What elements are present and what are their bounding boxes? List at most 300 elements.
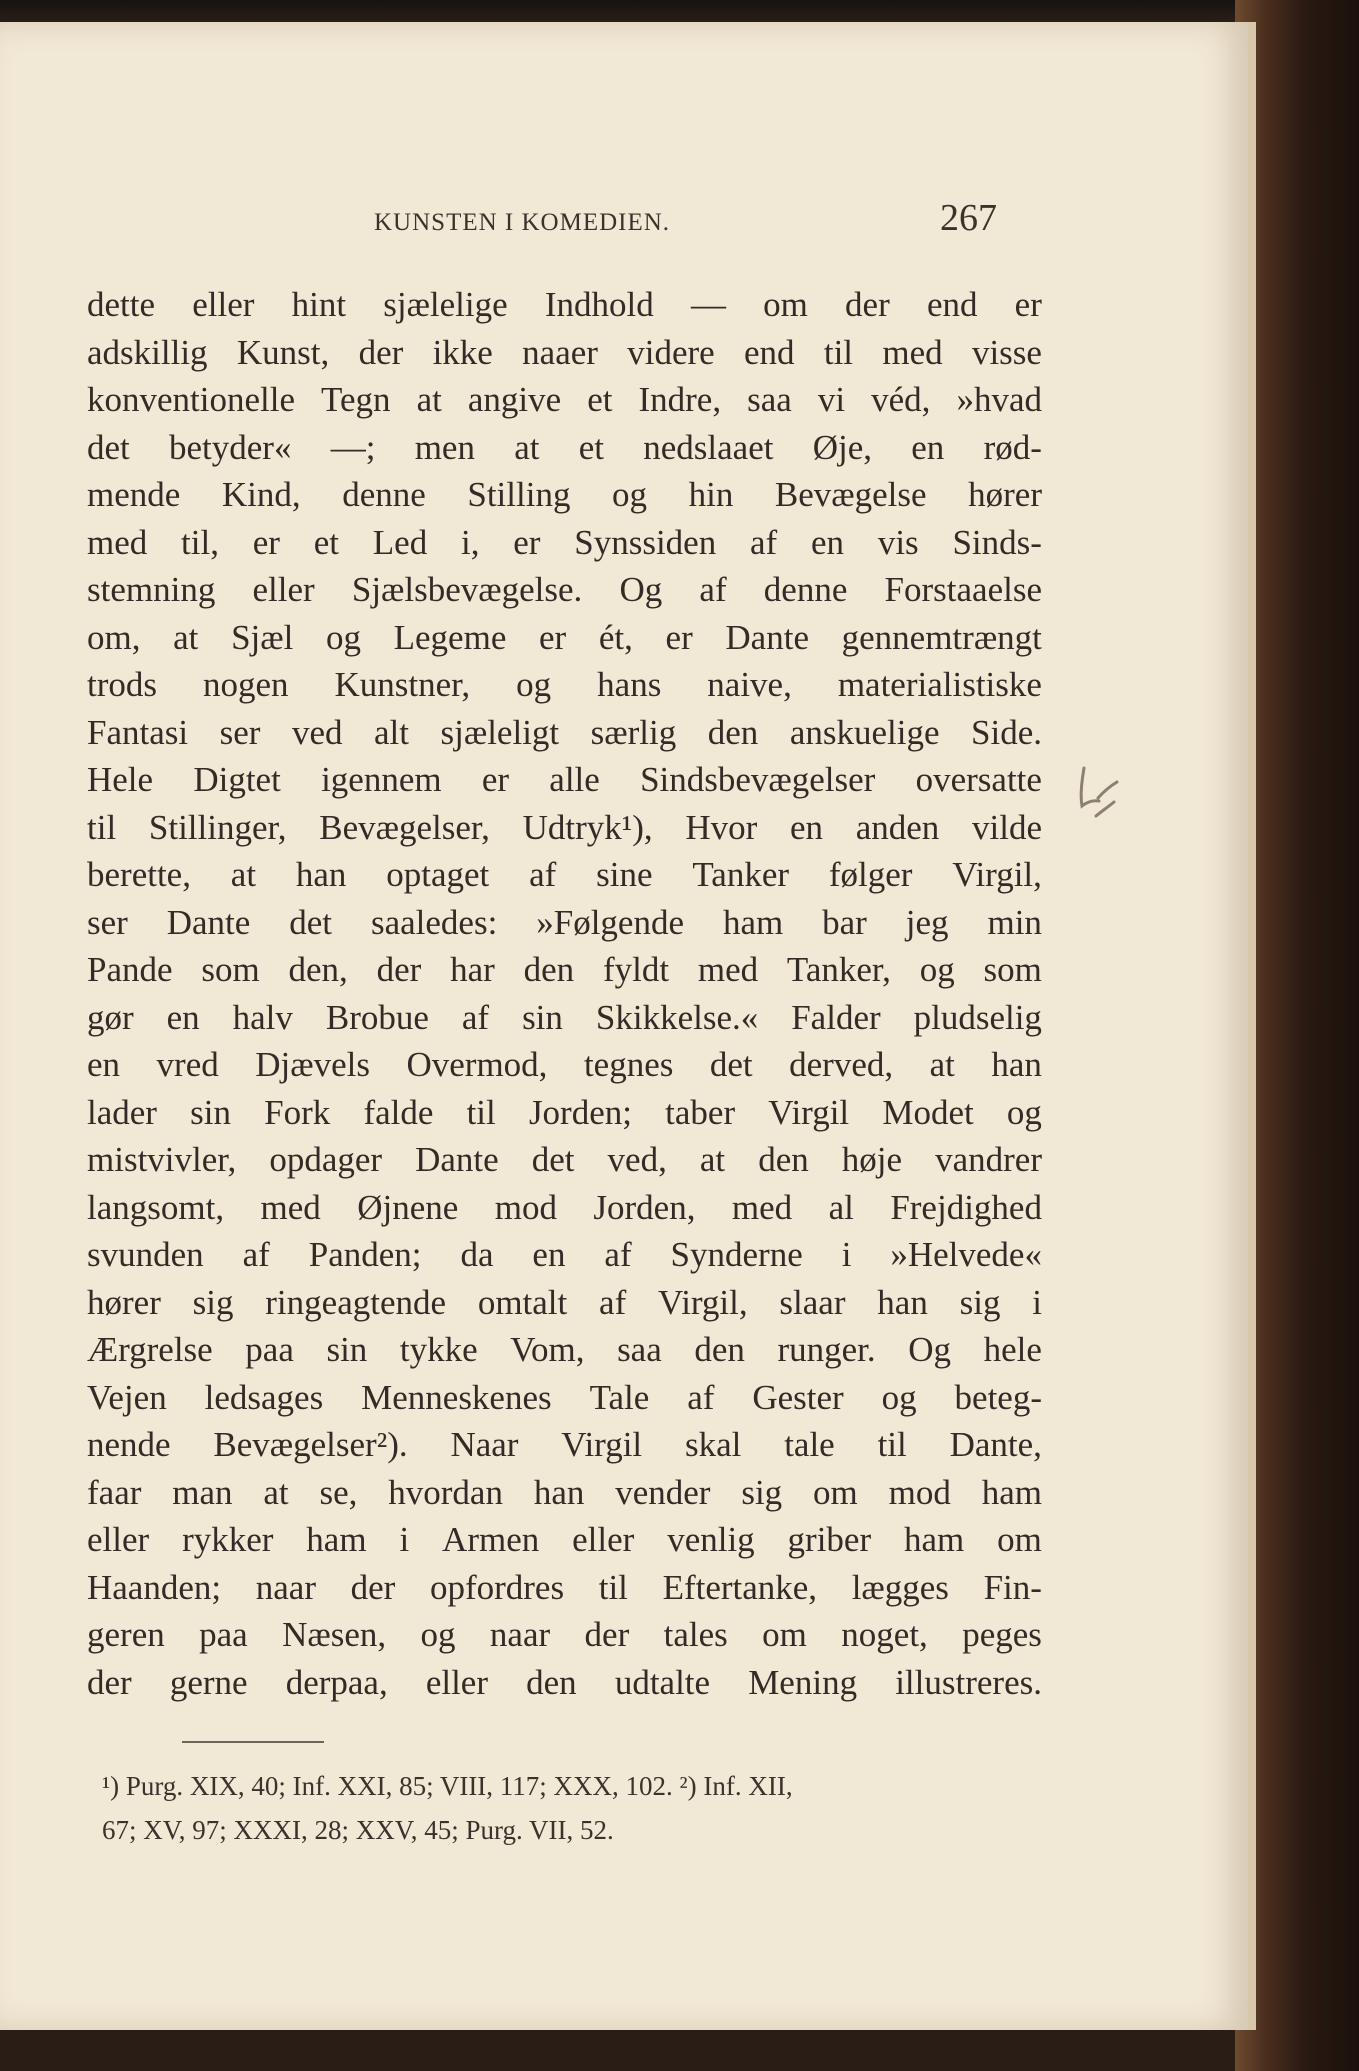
running-head: KUNSTEN I KOMEDIEN. [374, 209, 671, 236]
word: den [707, 712, 759, 752]
word: Forstaaelse [884, 570, 1042, 609]
word: materialistiske [837, 665, 1042, 704]
word: denne [763, 570, 848, 609]
word: konventionelle [87, 380, 296, 419]
word: Og [619, 570, 663, 609]
word: og [1006, 1092, 1042, 1132]
word: Sinds- [952, 522, 1042, 562]
text-line [87, 1231, 1042, 1279]
word: med [260, 1187, 321, 1227]
word: vender [615, 1472, 711, 1512]
text-line [87, 329, 1042, 377]
page-number: 267 [940, 197, 997, 239]
word: Bevægelser, [319, 807, 490, 847]
word: hører [87, 1282, 161, 1322]
word: der [358, 332, 404, 372]
word: sig [741, 1472, 783, 1512]
word: hint [291, 285, 347, 324]
word: Skikkelse.« [595, 997, 759, 1037]
word: paa [199, 1615, 248, 1654]
word: og [919, 950, 955, 989]
word: derpaa, [285, 1662, 388, 1702]
word: Virgil [561, 1425, 643, 1464]
text-line [87, 376, 1042, 424]
word: sine [596, 855, 653, 894]
word: mistvivler, [87, 1140, 237, 1179]
word: det [87, 427, 130, 467]
word: lader [87, 1092, 157, 1132]
word: svunden [87, 1235, 204, 1274]
text-line [87, 1041, 1042, 1089]
word: hvordan [388, 1472, 503, 1512]
word: med [882, 332, 943, 372]
word: en [789, 807, 824, 847]
word: rykker [182, 1520, 274, 1559]
word: saa [747, 380, 792, 419]
text-line [87, 519, 1042, 567]
word: sjæleligt [440, 712, 560, 752]
word: Tanker [692, 855, 790, 894]
word: Hvor [685, 807, 758, 847]
text-line [87, 1564, 1042, 1612]
word: Fork [264, 1092, 331, 1132]
word: ham [722, 902, 784, 942]
body-text [87, 281, 1042, 1706]
word: nende [87, 1425, 171, 1464]
word: Dante, [949, 1425, 1042, 1464]
word: tale [784, 1425, 835, 1464]
word: Vom, [510, 1330, 585, 1369]
word: Stillinger, [148, 807, 287, 847]
word: berette, [87, 855, 191, 894]
word: lægges [851, 1567, 949, 1607]
word: det [709, 1045, 753, 1084]
word: en [810, 522, 845, 562]
word: Digtet [193, 760, 281, 799]
word: en [166, 997, 200, 1037]
word: mod [494, 1187, 557, 1227]
word: Virgil, [658, 1282, 748, 1322]
word: sig [959, 1282, 1001, 1322]
word: geren [87, 1615, 165, 1654]
word: af [599, 1282, 627, 1322]
word: udtalte [614, 1662, 711, 1702]
word: Fin- [983, 1567, 1042, 1607]
word: Armen [442, 1520, 540, 1559]
word: nogen [202, 665, 289, 704]
word: videre [627, 332, 715, 372]
word: noget, [841, 1615, 928, 1654]
word: tegnes [583, 1045, 674, 1084]
word: ved, [607, 1140, 667, 1179]
word: opfordres [429, 1567, 565, 1607]
word: naive, [707, 665, 792, 704]
word: mende [87, 475, 181, 514]
word: eller [87, 1520, 150, 1559]
word: der [845, 285, 890, 324]
word: Vejen [87, 1377, 167, 1417]
word: naaer [522, 332, 598, 372]
word: at [699, 1140, 726, 1179]
word: af [750, 522, 778, 562]
pencil-mark-icon [1072, 758, 1130, 828]
word: Djævels [255, 1045, 370, 1084]
word: Jorden; [528, 1092, 632, 1132]
word: til [598, 1567, 628, 1607]
word: og [420, 1615, 456, 1654]
text-line [87, 1184, 1042, 1232]
word: griber [787, 1520, 872, 1559]
word: eller [192, 285, 255, 324]
word: man [172, 1472, 233, 1512]
word: at [263, 1472, 289, 1512]
word: Fantasi [87, 712, 189, 752]
word: paa [245, 1330, 294, 1369]
word: af [529, 855, 557, 894]
word: et [578, 427, 604, 467]
word: taber [665, 1092, 736, 1132]
word: er [539, 617, 567, 657]
word: hører [968, 475, 1042, 514]
word: bar [822, 902, 867, 942]
text-line [87, 804, 1042, 852]
word: min [987, 902, 1042, 942]
word: Kind, [221, 475, 301, 514]
word: Sjælsbevægelse. [351, 570, 583, 609]
word: til, [181, 522, 219, 562]
word: Dante [166, 902, 251, 942]
word: at [514, 427, 540, 467]
word: til [823, 332, 854, 372]
word: derved, [789, 1045, 894, 1084]
text-line [87, 661, 1042, 709]
word: Side. [971, 712, 1042, 752]
word: beteg- [954, 1377, 1042, 1417]
word: eller [425, 1662, 489, 1702]
word: venlig [667, 1520, 755, 1559]
word: mod [888, 1472, 951, 1512]
text-line [87, 1516, 1042, 1564]
word: oversatte [915, 760, 1042, 799]
text-line [87, 946, 1042, 994]
word: —; [330, 427, 376, 467]
footnote-line: ¹) Purg. XIX, 40; Inf. XXI, 85; VIII, 117; XXX, 102. ²) Inf. XII, [102, 1771, 793, 1801]
word: saaledes: [370, 902, 498, 942]
word: af [242, 1235, 270, 1274]
word: vi [817, 380, 846, 419]
word: og [612, 475, 648, 514]
word: Sjæl [231, 617, 294, 657]
word: den [758, 1140, 809, 1179]
word: som [201, 950, 260, 989]
text-line [87, 851, 1042, 899]
word: sin [326, 1330, 368, 1369]
word: Kunst, [236, 332, 330, 372]
text-line [87, 281, 1042, 329]
word: eller [252, 570, 315, 609]
word: Eftertanke, [662, 1567, 818, 1607]
word: det [531, 1140, 575, 1179]
word: Tegn [321, 380, 391, 419]
word: trods [87, 665, 157, 704]
word: sig [192, 1282, 234, 1322]
word: et [587, 380, 613, 419]
word: en [532, 1235, 566, 1274]
word: Legeme [393, 617, 507, 657]
word: vis [877, 522, 919, 562]
word: jeg [905, 902, 949, 942]
word: pludselig [913, 997, 1042, 1037]
word: al [828, 1187, 854, 1227]
word: Panden; [308, 1235, 422, 1274]
word: Brobue [325, 997, 429, 1037]
word: han [295, 855, 347, 894]
word: Mening [748, 1662, 858, 1702]
word: falde [363, 1092, 434, 1132]
word: følger [828, 855, 913, 894]
word: sjælelige [383, 285, 508, 324]
word: eller [572, 1520, 635, 1559]
word: den [526, 1662, 577, 1702]
word: dette [87, 285, 156, 324]
word: den, [288, 950, 348, 989]
word: Dante [725, 617, 809, 657]
word: gennemtrængt [841, 617, 1042, 657]
word: Øje, [812, 427, 873, 467]
word: med [731, 1187, 793, 1227]
text-line [87, 471, 1042, 519]
word: og [325, 617, 361, 657]
text-line [87, 899, 1042, 947]
word: gør [87, 997, 134, 1037]
word: men [414, 427, 475, 467]
word: tales [663, 1615, 728, 1654]
word: med [87, 522, 148, 562]
word: tykke [399, 1330, 478, 1369]
word: angive [467, 380, 562, 419]
word: ved [291, 712, 343, 752]
word: ikke [432, 332, 493, 372]
footnotes [102, 1764, 1040, 1852]
word: ser [87, 902, 128, 942]
word: sin [190, 1092, 231, 1132]
word: Naar [450, 1425, 519, 1464]
word: Udtryk¹), [522, 807, 653, 847]
word: skal [684, 1425, 742, 1464]
word: alle [549, 760, 600, 799]
word: at [230, 855, 257, 894]
word: illustreres. [895, 1662, 1042, 1702]
word: naar [255, 1567, 316, 1607]
word: er [1014, 285, 1042, 324]
word: om, [87, 617, 141, 657]
word: der [584, 1615, 630, 1654]
word: langsomt, [87, 1187, 225, 1227]
word: Synssiden [574, 522, 717, 562]
word: er [513, 522, 541, 562]
word: Sindsbevægelser [640, 760, 876, 799]
word: alt [374, 712, 409, 752]
word: se, [319, 1472, 358, 1512]
word: med [697, 950, 759, 989]
word: adskillig [87, 332, 208, 372]
word: og [881, 1377, 917, 1417]
word: »Helvede« [890, 1235, 1042, 1274]
word: Tanker, [786, 950, 891, 989]
word: særlig [590, 712, 677, 752]
word: da [460, 1235, 494, 1274]
word: anden [855, 807, 940, 847]
word: er [665, 617, 693, 657]
text-line [87, 1374, 1042, 1422]
word: Næsen, [282, 1615, 387, 1654]
word: af [461, 997, 490, 1037]
word: Hele [87, 760, 154, 799]
word: saa [617, 1330, 662, 1369]
word: han [991, 1045, 1042, 1084]
word: faar [87, 1472, 142, 1512]
word: Og [908, 1330, 951, 1369]
word: igennem [321, 760, 442, 799]
word: Kunstner, [334, 665, 471, 704]
word: stemning [87, 570, 216, 609]
word: Bevægelse [774, 475, 927, 514]
word: Virgil, [952, 855, 1042, 894]
text-line [87, 756, 1042, 804]
word: Haanden; [87, 1567, 222, 1607]
word: i [399, 1520, 410, 1559]
word: i [1032, 1282, 1042, 1322]
word: Dante [415, 1140, 499, 1179]
text-line [87, 1469, 1042, 1517]
word: Synderne [670, 1235, 803, 1274]
text-line [87, 424, 1042, 472]
text-line [87, 1326, 1042, 1374]
word: peges [962, 1615, 1042, 1654]
word: som [983, 950, 1042, 989]
word: end [744, 332, 795, 372]
word: visse [971, 332, 1042, 372]
word: af [687, 1377, 715, 1417]
word: runger. [777, 1330, 876, 1369]
word: han [533, 1472, 585, 1512]
word: Jorden, [593, 1187, 696, 1227]
word: hans [597, 665, 662, 704]
word: at [416, 380, 442, 419]
word: ham [306, 1520, 367, 1559]
word: slaar [779, 1282, 846, 1322]
word: høje [841, 1140, 903, 1179]
word: Pande [87, 950, 173, 989]
text-line [87, 994, 1042, 1042]
word: Falder [791, 997, 881, 1037]
text-line [87, 709, 1042, 757]
word: ét, [598, 617, 633, 657]
word: halv [232, 997, 293, 1037]
word: ham [904, 1520, 965, 1559]
word: Led [372, 522, 428, 562]
word: og [516, 665, 552, 704]
word: er [252, 522, 280, 562]
word: til [466, 1092, 496, 1132]
text-line [87, 1659, 1042, 1707]
text-line [87, 1421, 1042, 1469]
word: sin [522, 997, 563, 1037]
word: der [376, 950, 422, 989]
word: nedslaaet [643, 427, 774, 467]
word: anskuelige [789, 712, 940, 752]
book-page [0, 22, 1256, 2030]
word: vandrer [935, 1140, 1042, 1179]
word: end [926, 285, 978, 324]
text-line [87, 1279, 1042, 1327]
text-line [87, 614, 1042, 662]
word: Bevægelser²). [213, 1425, 408, 1464]
word: véd, [871, 380, 931, 419]
text-line [87, 1611, 1042, 1659]
word: Virgil [768, 1092, 850, 1132]
word: den [523, 950, 575, 989]
text-line [87, 1089, 1042, 1137]
word: ser [219, 712, 261, 752]
footnote-line: 67; XV, 97; XXXI, 28; XXV, 45; Purg. VII, 52. [102, 1815, 614, 1845]
word: hele [983, 1330, 1042, 1369]
word: der [87, 1662, 132, 1702]
word: han [877, 1282, 928, 1322]
word: i [841, 1235, 852, 1274]
word: Indre, [638, 380, 722, 419]
word: en [911, 427, 945, 467]
word: »hvad [956, 380, 1042, 419]
word: betyder« [169, 427, 292, 467]
word: Ærgrelse [87, 1330, 213, 1369]
word: ledsages [204, 1377, 324, 1417]
word: gerne [169, 1662, 248, 1702]
word: Frejdighed [890, 1187, 1042, 1227]
word: denne [342, 475, 426, 514]
word: om [997, 1520, 1042, 1559]
word: det [289, 902, 333, 942]
word: naar [489, 1615, 551, 1654]
word: omtalt [477, 1282, 568, 1322]
word: i, [461, 522, 480, 562]
word: af [699, 570, 727, 609]
word: Tale [589, 1377, 650, 1417]
word: et [313, 522, 340, 562]
word: af [604, 1235, 632, 1274]
word: der [350, 1567, 396, 1607]
word: Gester [752, 1377, 844, 1417]
word: — [690, 285, 726, 324]
word: fyldt [602, 950, 670, 989]
word: Modet [882, 1092, 974, 1132]
word: den [694, 1330, 745, 1369]
word: Indhold [544, 285, 654, 324]
word: Menneskenes [361, 1377, 552, 1417]
word: at [173, 617, 199, 657]
word: »Følgende [536, 902, 684, 942]
word: til [87, 807, 117, 847]
word: optaget [386, 855, 490, 894]
word: opdager [269, 1140, 383, 1179]
text-line [87, 566, 1042, 614]
word: Overmod, [406, 1045, 548, 1084]
word: ringeagtende [265, 1282, 447, 1322]
word: Øjnene [357, 1187, 459, 1227]
word: til [877, 1425, 907, 1464]
footnote-rule [182, 1741, 324, 1743]
word: hin [688, 475, 734, 514]
